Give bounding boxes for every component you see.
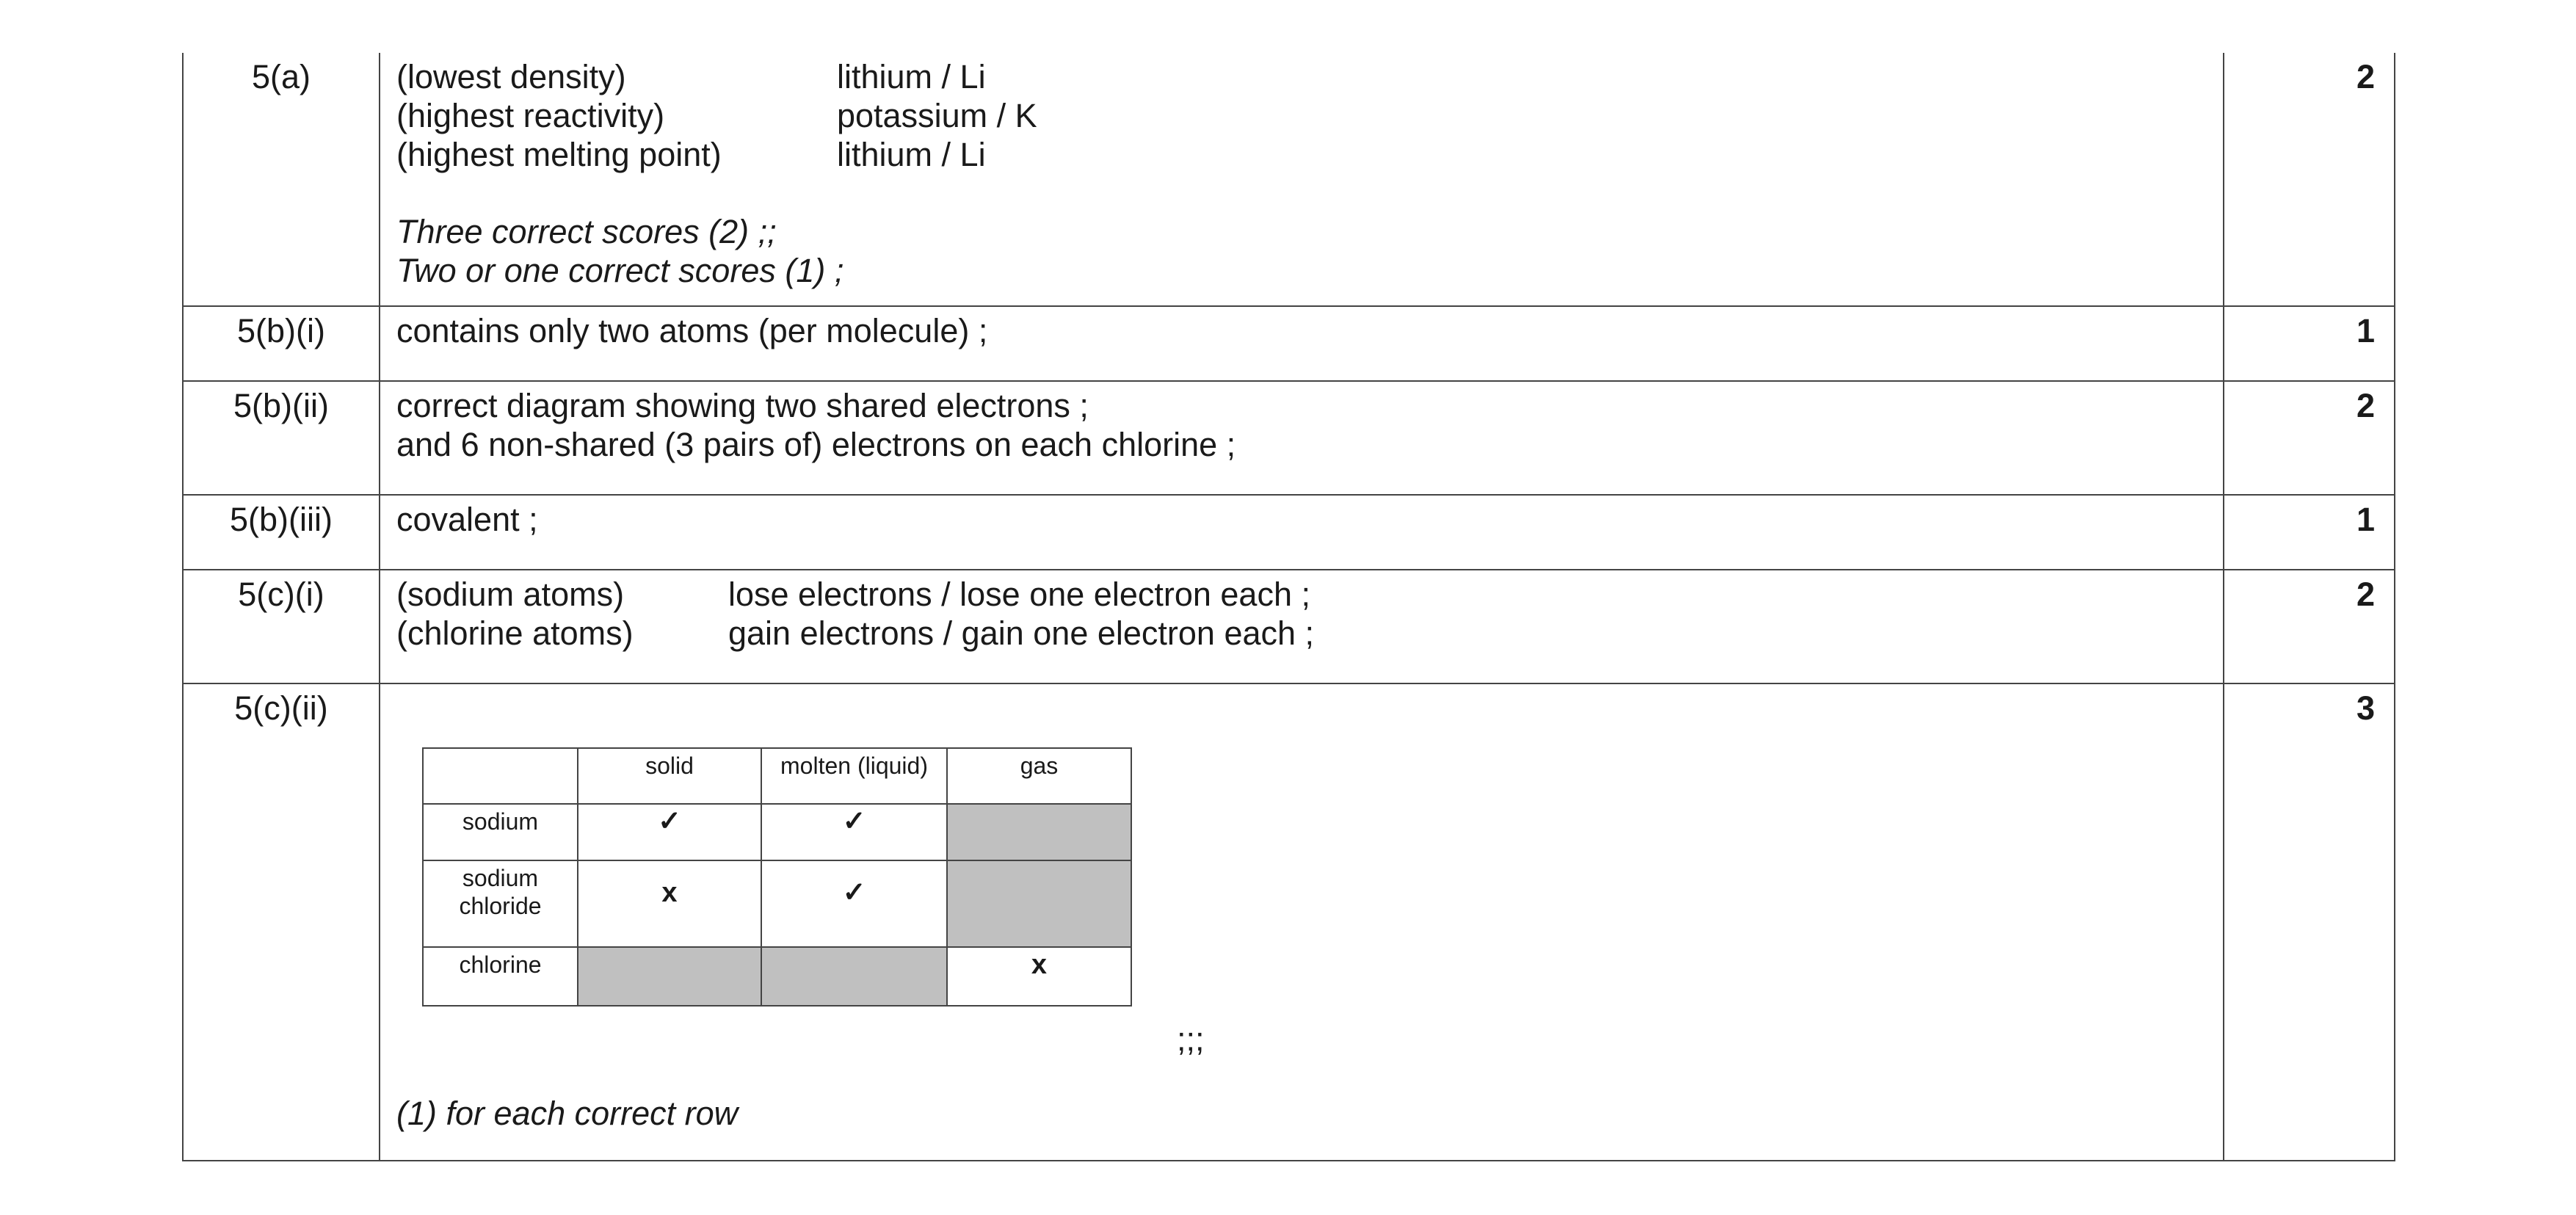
answer-text: lose electrons / lose one electron each ; (728, 576, 1310, 613)
answer-cell (380, 306, 2224, 381)
table-row (183, 683, 2395, 1161)
answer-text: contains only two atoms (per molecule) ; (396, 312, 988, 349)
property-label: (highest reactivity) (396, 97, 665, 134)
states-row (423, 947, 1131, 1006)
answer-cell (380, 381, 2224, 495)
answer-pair (396, 135, 2223, 174)
table-row (183, 381, 2395, 495)
tick-mark: ✓ (578, 804, 761, 860)
marks-value: 2 (2224, 53, 2395, 306)
cross-mark: x (578, 860, 761, 947)
answer-pair (396, 614, 2223, 653)
marks-value: 1 (2224, 306, 2395, 381)
substance-label: sodium chloride (423, 860, 578, 947)
header-cell: solid (578, 748, 761, 804)
table-row (183, 495, 2395, 570)
shaded-cell (578, 947, 761, 1006)
shaded-cell (947, 804, 1131, 860)
marking-note: Two or one correct scores (1) ; (396, 252, 844, 289)
property-label: (highest melting point) (396, 136, 722, 173)
answer-cell (380, 53, 2224, 306)
shaded-cell (761, 947, 947, 1006)
particle-label: (sodium atoms) (396, 576, 625, 613)
marks-value: 3 (2224, 683, 2395, 1161)
answer-text: lithium / Li (837, 136, 986, 173)
substance-label: sodium (423, 804, 578, 860)
shaded-cell (947, 860, 1131, 947)
answer-text: gain electrons / gain one electron each ; (728, 614, 1315, 652)
marks-value: 1 (2224, 495, 2395, 570)
question-number: 5(b)(ii) (183, 381, 380, 495)
particle-label: (chlorine atoms) (396, 614, 634, 652)
answer-pair (396, 96, 2223, 135)
answer-cell (380, 570, 2224, 683)
marking-note: (1) for each correct row (396, 1095, 739, 1132)
table-row (183, 306, 2395, 381)
answer-pair (396, 575, 2223, 614)
question-number: 5(b)(iii) (183, 495, 380, 570)
property-label: (lowest density) (396, 58, 626, 95)
header-cell: molten (liquid) (761, 748, 947, 804)
answer-text: covalent ; (396, 501, 538, 538)
question-number: 5(c)(i) (183, 570, 380, 683)
tick-mark: ✓ (761, 860, 947, 947)
answer-cell (380, 495, 2224, 570)
states-row (423, 804, 1131, 860)
answer-cell (380, 683, 2224, 1161)
marks-value: 2 (2224, 570, 2395, 683)
mark-semicolons: ;;; (1177, 1020, 1205, 1058)
answer-text: lithium / Li (837, 58, 986, 95)
states-header-row (423, 748, 1131, 804)
answer-text: and 6 non-shared (3 pairs of) electrons on each chlorine ; (396, 426, 1236, 463)
question-number: 5(c)(ii) (183, 683, 380, 1161)
table-row (183, 570, 2395, 683)
answer-text: correct diagram showing two shared electrons ; (396, 387, 1089, 424)
table-row (183, 53, 2395, 306)
answer-pair (396, 57, 2223, 96)
question-number: 5(b)(i) (183, 306, 380, 381)
tick-mark: ✓ (761, 804, 947, 860)
marks-value: 2 (2224, 381, 2395, 495)
header-cell: gas (947, 748, 1131, 804)
marking-note: Three correct scores (2) ;; (396, 213, 777, 250)
states-row (423, 860, 1131, 947)
cross-mark: x (947, 947, 1131, 1006)
substance-label: chlorine (423, 947, 578, 1006)
question-number: 5(a) (183, 53, 380, 306)
states-of-matter-table (422, 747, 1132, 1007)
mark-scheme-table (182, 53, 2395, 1161)
header-cell (423, 748, 578, 804)
answer-text: potassium / K (837, 97, 1037, 134)
